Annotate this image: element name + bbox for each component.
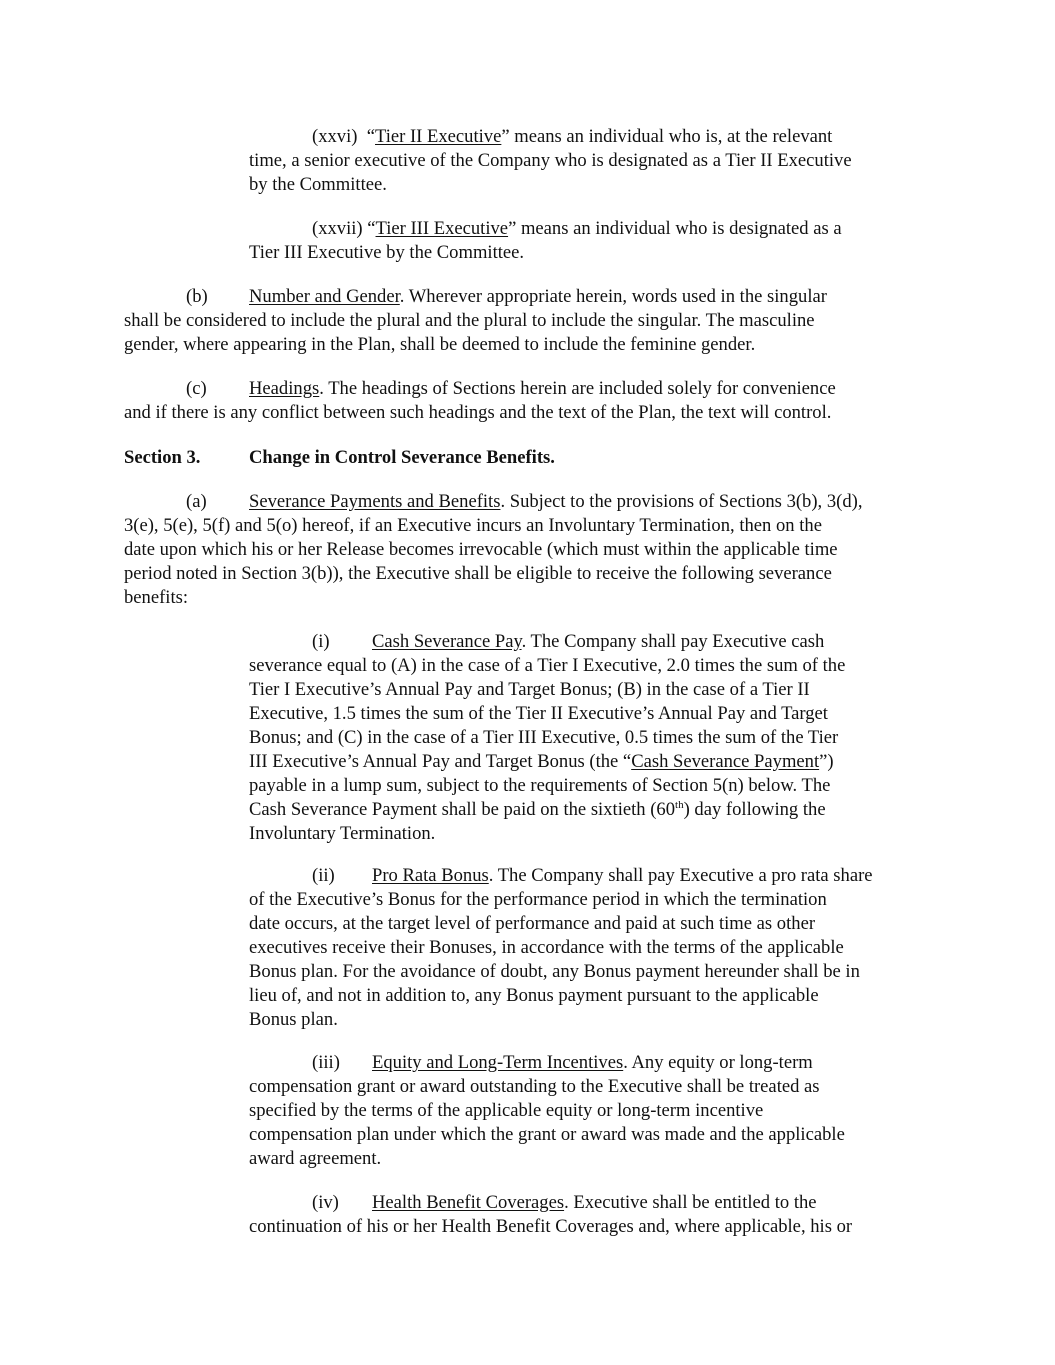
section-number: Section 3. <box>124 447 201 468</box>
item-number: (iii) <box>312 1052 340 1073</box>
section-heading: Number and Gender <box>249 286 400 307</box>
ordinal-suffix: th <box>675 798 684 811</box>
paragraph-b: (b) Number and Gender. Wherever appropriate herein, words used in the singular shall be considered to include the plural and the plural to include the singular. The masculine gender, where appearing in the Plan, shall be deemed to include the feminine gender. <box>124 286 827 355</box>
defined-term: Tier II Executive <box>375 126 502 147</box>
section-heading: Headings <box>249 378 320 399</box>
section-heading: Health Benefit Coverages <box>372 1192 565 1213</box>
paragraph-xxvi: (xxvi) “Tier II Executive” means an individual who is, at the relevant time, a senior executive of the Company who is designated as a Tier II Executive by the Committee. <box>249 126 852 195</box>
section-heading: Cash Severance Pay <box>372 631 522 652</box>
paragraph-a: (a) Severance Payments and Benefits. Subject to the provisions of Sections 3(b), 3(d), 3(e), 5(e), 5(f) and 5(o) hereof, if an Executive incurs an Involuntary Termination, then on the date upon which his or her Release becomes irrevocable (which must within the applicable time period noted in Section 3(b)), the Executive shall be eligible to receive the following severance benefits: <box>124 491 863 608</box>
item-number: (xxvii) <box>312 218 363 239</box>
section-3-heading <box>124 446 939 470</box>
section-title: Change in Control Severance Benefits. <box>249 447 555 468</box>
item-number: (xxvi) <box>312 126 358 147</box>
section-heading: Severance Payments and Benefits <box>249 491 501 512</box>
item-number: (i) <box>312 631 330 652</box>
item-number: (c) <box>186 378 207 399</box>
section-heading: Equity and Long-Term Incentives <box>372 1052 624 1073</box>
paragraph-xxvii: (xxvii) “Tier III Executive” means an individual who is designated as a Tier III Executive by the Committee. <box>249 218 842 263</box>
item-number: (ii) <box>312 865 335 886</box>
item-number: (b) <box>186 286 208 307</box>
paragraph-c: (c) Headings. The headings of Sections herein are included solely for convenience and if there is any conflict between such headings and the text of the Plan, the text will control. <box>124 378 836 423</box>
item-number: (iv) <box>312 1192 339 1213</box>
defined-term: Tier III Executive <box>375 218 509 239</box>
paragraph-iv: (iv) Health Benefit Coverages. Executive shall be entitled to the continuation of his or her Health Benefit Coverages and, where applicable, his or <box>249 1192 853 1237</box>
paragraph-ii: (ii) Pro Rata Bonus. The Company shall pay Executive a pro rata share of the Executive’s Bonus for the performance period in which the termination date occurs, at the target level of performance and paid at such time as other executives receive their Bonuses, in accordance with the terms of the applicable Bonus plan. For the avoidance of doubt, any Bonus payment hereunder shall be in lieu of, and not in addition to, any Bonus payment pursuant to the applicable Bonus plan. <box>249 865 873 1030</box>
paragraph-iii: (iii) Equity and Long-Term Incentives. Any equity or long-term compensation grant or award outstanding to the Executive shall be treated as specified by the terms of the applicable equity or long-term incentive compensation plan under which the grant or award was made and the applicable award agreement. <box>249 1052 845 1169</box>
paragraph-i: (i) Cash Severance Pay. The Company shall pay Executive cash severance equal to (A) in the case of a Tier I Executive, 2.0 times the sum of the Tier I Executive’s Annual Pay and Target Bonus; (B) in the case of a Tier II Executive, 1.5 times the sum of the Tier II Executive’s Annual Pay and Target Bonus; and (C) in the case of a Tier III Executive, 0.5 times the sum of the Tier III Executive’s Annual Pay and Target Bonus (the “Cash Severance Payment”) payable in a lump sum, subject to the requirements of Section 5(n) below. The Cash Severance Payment shall be paid on the sixtieth (60th) day following the Involuntary Termination. <box>249 631 846 844</box>
defined-term: Cash Severance Payment <box>631 751 820 772</box>
section-heading: Pro Rata Bonus <box>372 865 489 886</box>
item-number: (a) <box>186 491 207 512</box>
